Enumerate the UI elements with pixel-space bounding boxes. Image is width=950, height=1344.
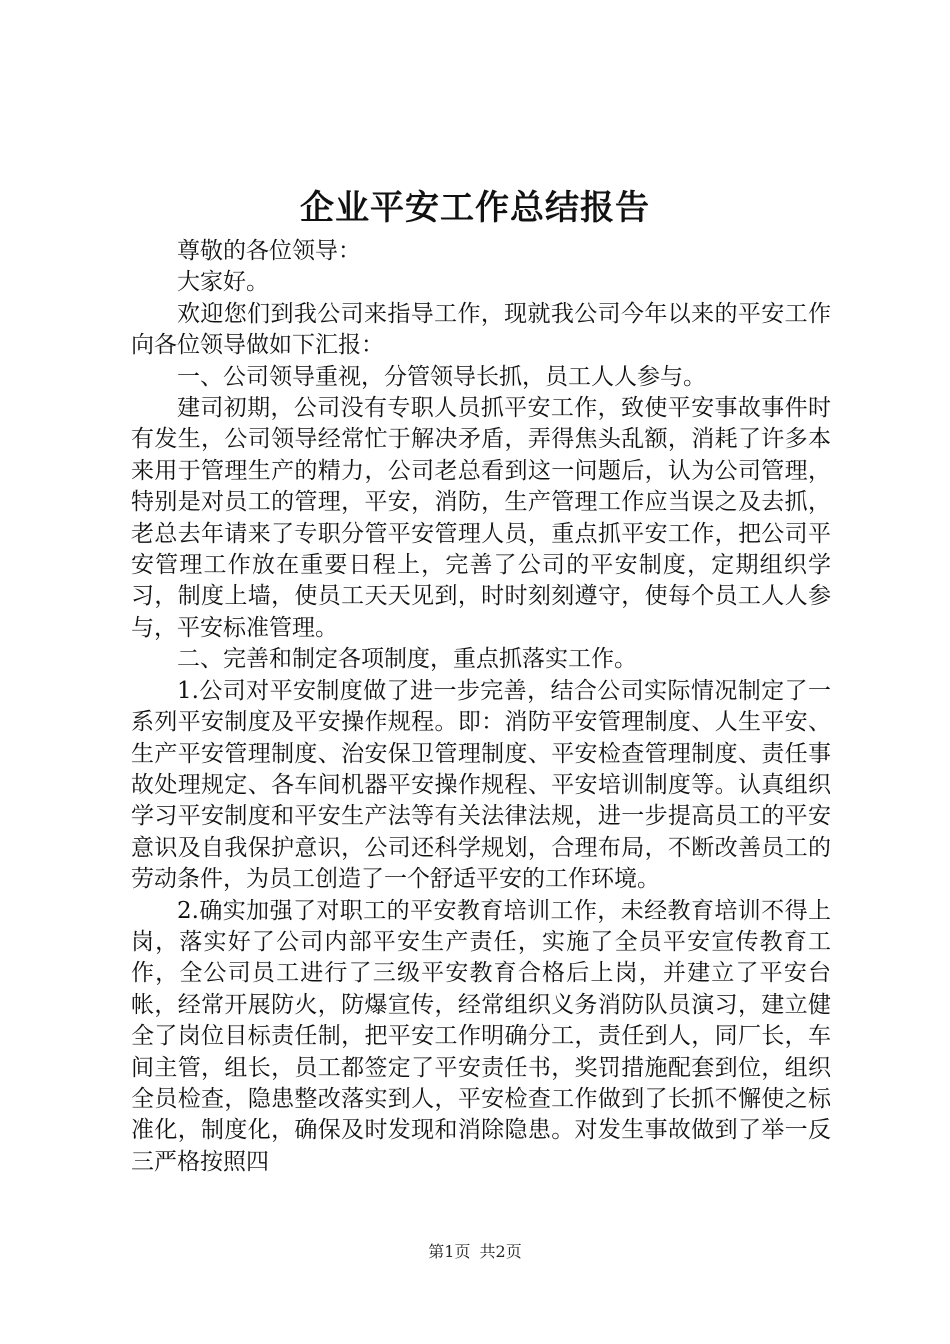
- section-heading-1: 一、公司领导重视，分管领导长抓，员工人人参与。: [177, 363, 706, 390]
- intro-paragraph: 欢迎您们到我公司来指导工作，现就我公司今年以来的平安工作向各位领导做如下汇报：: [131, 300, 831, 359]
- page-footer: [0, 1241, 950, 1263]
- section-heading-2: 二、完善和制定各项制度，重点抓落实工作。: [177, 646, 637, 673]
- document-title: 企业平安工作总结报告: [300, 188, 650, 228]
- list-item-1: 1.公司对平安制度做了进一步完善，结合公司实际情况制定了一系列平安制度及平安操作规程。即：消防平安管理制度、人生平安、生产平安管理制度、治安保卫管理制度、平安检查管理制度、责任事故处理规定、各车间机器平安操作规程、平安培训制度等。认真组织学习平安制度和平安生产法等有关法律法规，进一步提高员工的平安意识及自我保护意识，公司还科学规划，合理布局，不断改善员工的劳动条件，为员工创造了一个舒适平安的工作环境。: [131, 677, 831, 893]
- document-body: [131, 236, 831, 1178]
- page-number: 第1页: [428, 1242, 471, 1261]
- list-item-2: 2.确实加强了对职工的平安教育培训工作，未经教育培训不得上岗，落实好了公司内部平安生产责任，实施了全员平安宣传教育工作，全公司员工进行了三级平安教育合格后上岗，并建立了平安台帐，经常开展防火，防爆宣传，经常组织义务消防队员演习，建立健全了岗位目标责任制，把平安工作明确分工，责任到人，同厂长，车间主管，组长，员工都签定了平安责任书，奖罚措施配套到位，组织全员检查，隐患整改落实到人，平安检查工作做到了长抓不懈使之标准化，制度化，确保及时发现和消除隐患。对发生事故做到了举一反三严格按照四: [131, 897, 831, 1175]
- page-total: 共2页: [479, 1242, 522, 1261]
- section-1-paragraph: 建司初期，公司没有专职人员抓平安工作，致使平安事故事件时有发生，公司领导经常忙于解决矛盾，弄得焦头乱额，消耗了许多本来用于管理生产的精力，公司老总看到这一问题后，认为公司管理，特别是对员工的管理，平安，消防，生产管理工作应当误之及去抓，老总去年请来了专职分管平安管理人员，重点抓平安工作，把公司平安管理工作放在重要日程上，完善了公司的平安制度，定期组织学习，制度上墙，使员工天天见到，时时刻刻遵守，使每个员工人人参与，平安标准管理。: [131, 395, 831, 641]
- greeting: 大家好。: [177, 269, 269, 296]
- salutation: 尊敬的各位领导：: [177, 238, 361, 264]
